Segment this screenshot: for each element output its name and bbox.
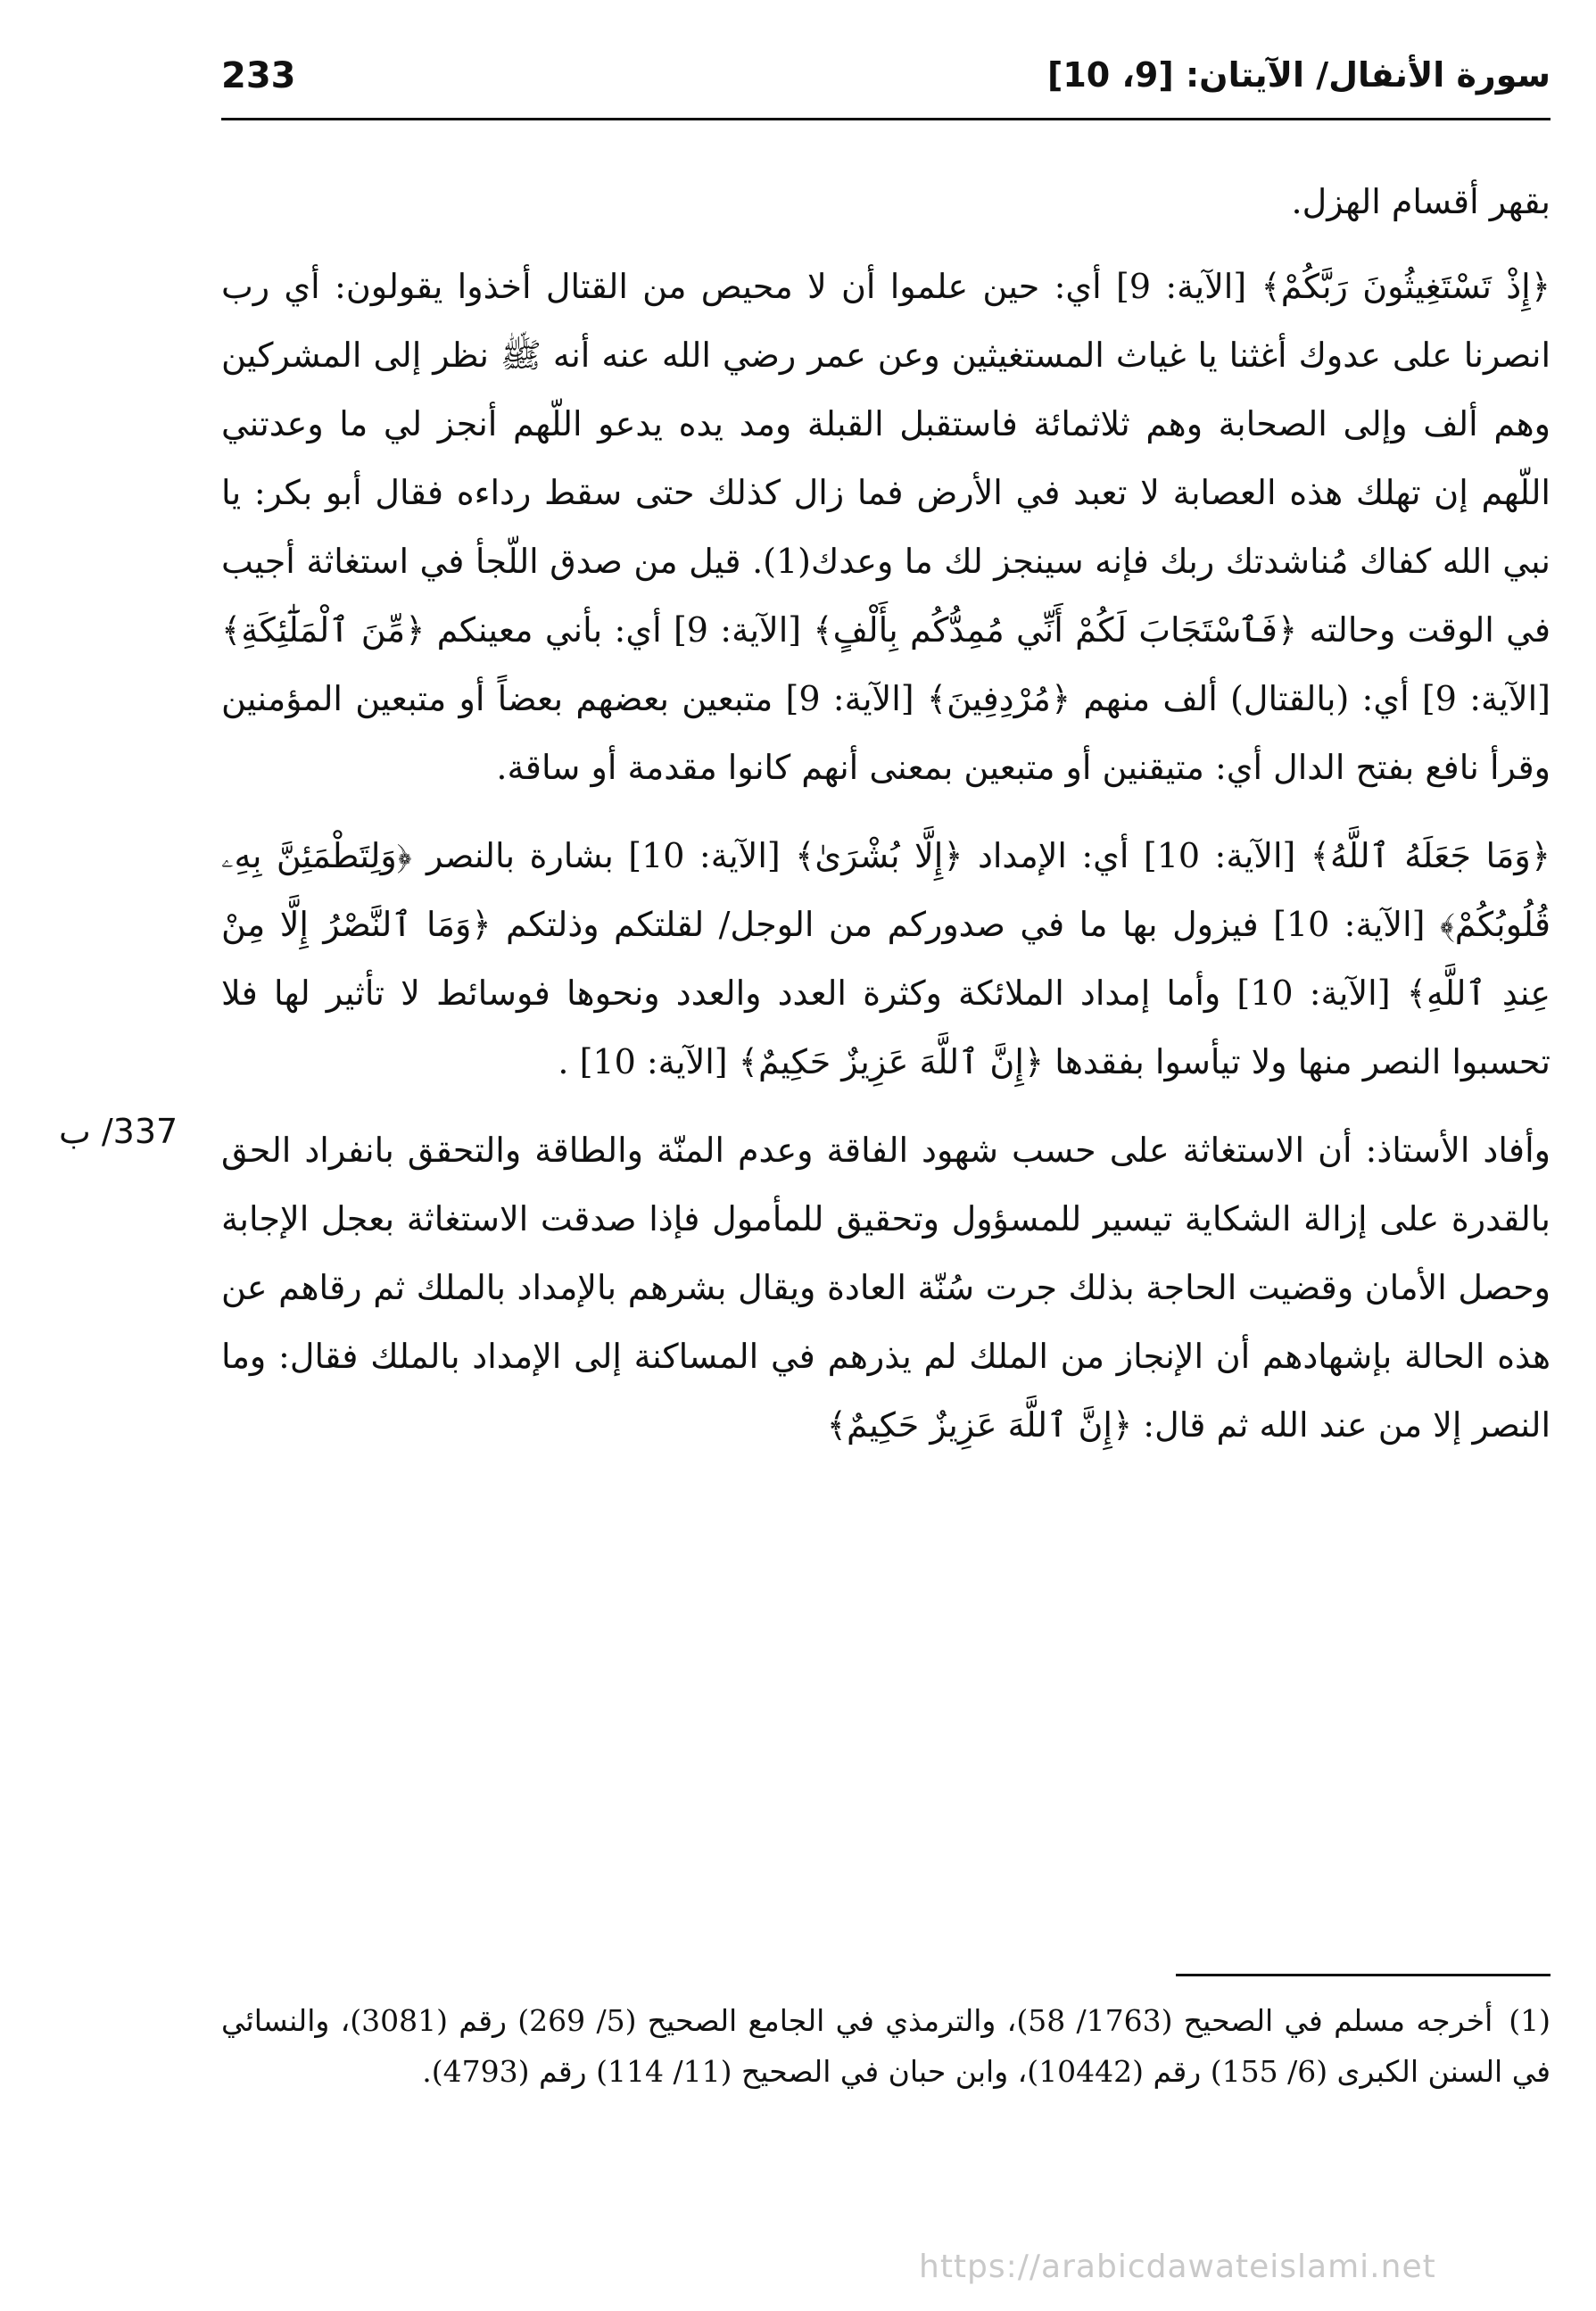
main-text: [221, 168, 1551, 1479]
page-header: [221, 55, 1551, 109]
watermark-url: https://arabicdawateislami.net: [919, 2249, 1436, 2285]
paragraph: بقهر أقسام الهزل.: [1291, 182, 1551, 221]
header-rule: [221, 118, 1551, 120]
footnotes: [221, 1995, 1551, 2097]
footnote-rule: [1176, 1974, 1551, 1976]
paragraph: وأفاد الأستاذ: أن الاستغاثة على حسب شهود الفاقة وعدم المنّة والطاقة والتحقق بانفراد الحق بالقدرة على إزالة الشكاية تيسير للمسؤول وتحقيق للمأمول فإذا صدقت الاستغاثة بعجل الإجابة وحصل الأمان وقضيت الحاجة بذلك جرت سُنّة العادة ويقال بشرهم بالإمداد بالملك ثم رقاهم عن هذه الحالة بإشهادهم أن الإنجاز من الملك لم يذرهم في المساكنة إلى الإمداد بالملك فقال: وما النصر إلا من عند الله ثم قال: ﴿إِنَّ ٱللَّهَ عَزِيزٌ حَكِيمٌ﴾: [221, 1131, 1551, 1445]
paragraph: ﴿وَمَا جَعَلَهُ ٱللَّهُ﴾ [الآية: 10] أي: الإمداد ﴿إِلَّا بُشْرَىٰ﴾ [الآية: 10] بشارة بالنصر ﴿وَلِتَطْمَئِنَّ بِهِۦ قُلُوبُكُمْ﴾ [الآية: 10] فيزول بها ما في صدوركم من الوجل/ لقلتكم وذلتكم ﴿وَمَا ٱلنَّصْرُ إِلَّا مِنْ عِندِ ٱللَّهِ﴾ [الآية: 10] وأما إمداد الملائكة وكثرة العدد والعدد ونحوها فوسائط لا تأثير لها فلا تحسبوا النصر منها ولا تيأسوا بفقدها ﴿إِنَّ ٱللَّهَ عَزِيزٌ حَكِيمٌ﴾ [الآية: 10] .: [221, 836, 1551, 1081]
footnote-text: أخرجه مسلم في الصحيح (1763/ 58)، والترمذي في الجامع الصحيح (5/ 269) رقم (3081)، والنسائي في السنن الكبرى (6/ 155) رقم (10442)، وابن حبان في الصحيح (11/ 114) رقم (4793).: [221, 2003, 1551, 2089]
paragraph: ﴿إِذْ تَسْتَغِيثُونَ رَبَّكُمْ﴾ [الآية: 9] أي: حين علموا أن لا محيص من القتال أخذوا يقولون: أي رب انصرنا على عدوك أغثنا يا غياث المستغيثين وعن عمر رضي الله عنه أنه ﷺ نظر إلى المشركين وهم ألف وإلى الصحابة وهم ثلاثمائة فاستقبل القبلة ومد يده يدعو اللّهم أنجز لي ما وعدتني اللّهم إن تهلك هذه العصابة لا تعبد في الأرض فما زال كذلك حتى سقط رداءه فقال أبو بكر: يا نبي الله كفاك مُناشدتك ربك فإنه سينجز لك ما وعدك(1). قيل من صدق اللّجأ في استغاثة أجيب في الوقت وحالته ﴿فَٱسْتَجَابَ لَكُمْ أَنِّي مُمِدُّكُم بِأَلْفٍ﴾ [الآية: 9] أي: بأني معينكم ﴿مِّنَ ٱلْمَلَٰٓئِكَةِ﴾ [الآية: 9] أي: (بالقتال) ألف منهم ﴿مُرْدِفِينَ﴾ [الآية: 9] متبعين بعضهم بعضاً أو متبعين المؤمنين وقرأ نافع بفتح الدال أي: متيقنين أو متبعين بمعنى أنهم كانوا مقدمة أو ساقة.: [221, 267, 1551, 787]
footnote-number: (1): [1509, 2003, 1551, 2038]
footnote-item: [221, 1995, 1551, 2097]
manuscript-folio-note: 337/ ب: [59, 1112, 178, 1151]
page-number: 233: [221, 55, 296, 96]
running-title: سورة الأنفال/ الآيتان: [9، 10]: [1046, 55, 1551, 95]
